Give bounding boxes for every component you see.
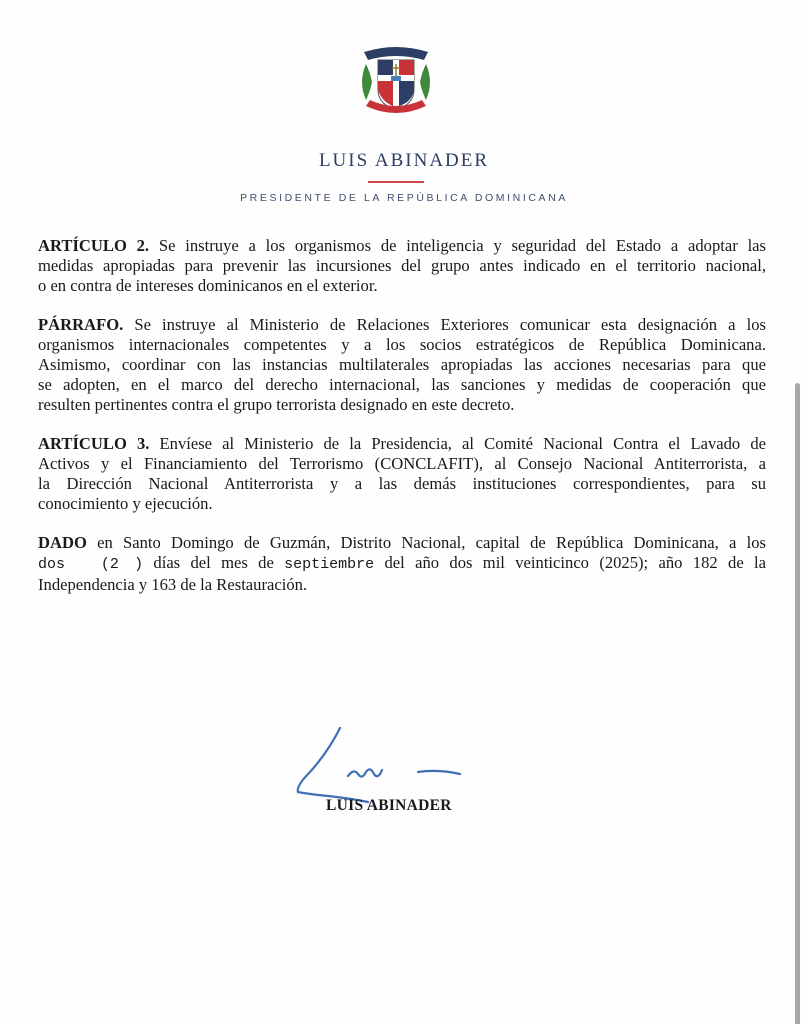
paragraph-clause: PÁRRAFO. Se instruye al Ministerio de Relaciones Exteriores comunicar esta designación a los organismos internacionales competentes y a los socios estratégicos de República Dominicana. Asimismo, coordinar con las instancias multilaterales apropiadas las acciones necesarias para que se adopten, en el marco del derecho internacional, las sanciones y medidas de cooperación que resulten pertinentes contra el grupo terrorista designado en este decreto.: [38, 315, 766, 414]
paragraph-label: PÁRRAFO.: [38, 315, 124, 334]
dado-clause: DADO en Santo Domingo de Guzmán, Distrito Nacional, capital de República Dominicana, a los dos (2 ) días del mes de septiembre del año dos mil veinticinco (2025); año 182 de la Independencia y 163 de la Restauración.: [38, 533, 766, 594]
header-divider: [368, 181, 424, 183]
month-field: septiembre: [284, 556, 375, 573]
coat-of-arms-icon: [356, 42, 436, 120]
signatory-name: LUIS ABINADER: [326, 797, 452, 814]
article-2-label: ARTÍCULO 2.: [38, 236, 150, 255]
president-name-heading: LUIS ABINADER: [318, 150, 490, 171]
day-number-field: (2 ): [100, 556, 144, 573]
dado-label: DADO: [38, 533, 87, 552]
decree-body: [38, 236, 766, 614]
article-2: ARTÍCULO 2. Se instruye a los organismos de inteligencia y seguridad del Estado a adoptar las medidas apropiadas para prevenir las incursiones del grupo antes indicado en el territorio nacional, o en contra de intereses dominicanos en el exterior.: [38, 236, 766, 295]
article-3: ARTÍCULO 3. Envíese al Ministerio de la Presidencia, al Comité Nacional Contra el Lavado de Activos y el Financiamiento del Terrorismo (CONCLAFIT), al Consejo Nacional Antiterrorista, a la Dirección Nacional Antiterrorista y a las demás instituciones correspondientes, para su conocimiento y ejecución.: [38, 434, 766, 513]
article-3-label: ARTÍCULO 3.: [38, 434, 150, 453]
president-title: PRESIDENTE DE LA REPÚBLICA DOMINICANA: [240, 192, 568, 204]
vertical-scrollbar[interactable]: [795, 383, 800, 1024]
day-word-field: dos: [38, 556, 81, 573]
